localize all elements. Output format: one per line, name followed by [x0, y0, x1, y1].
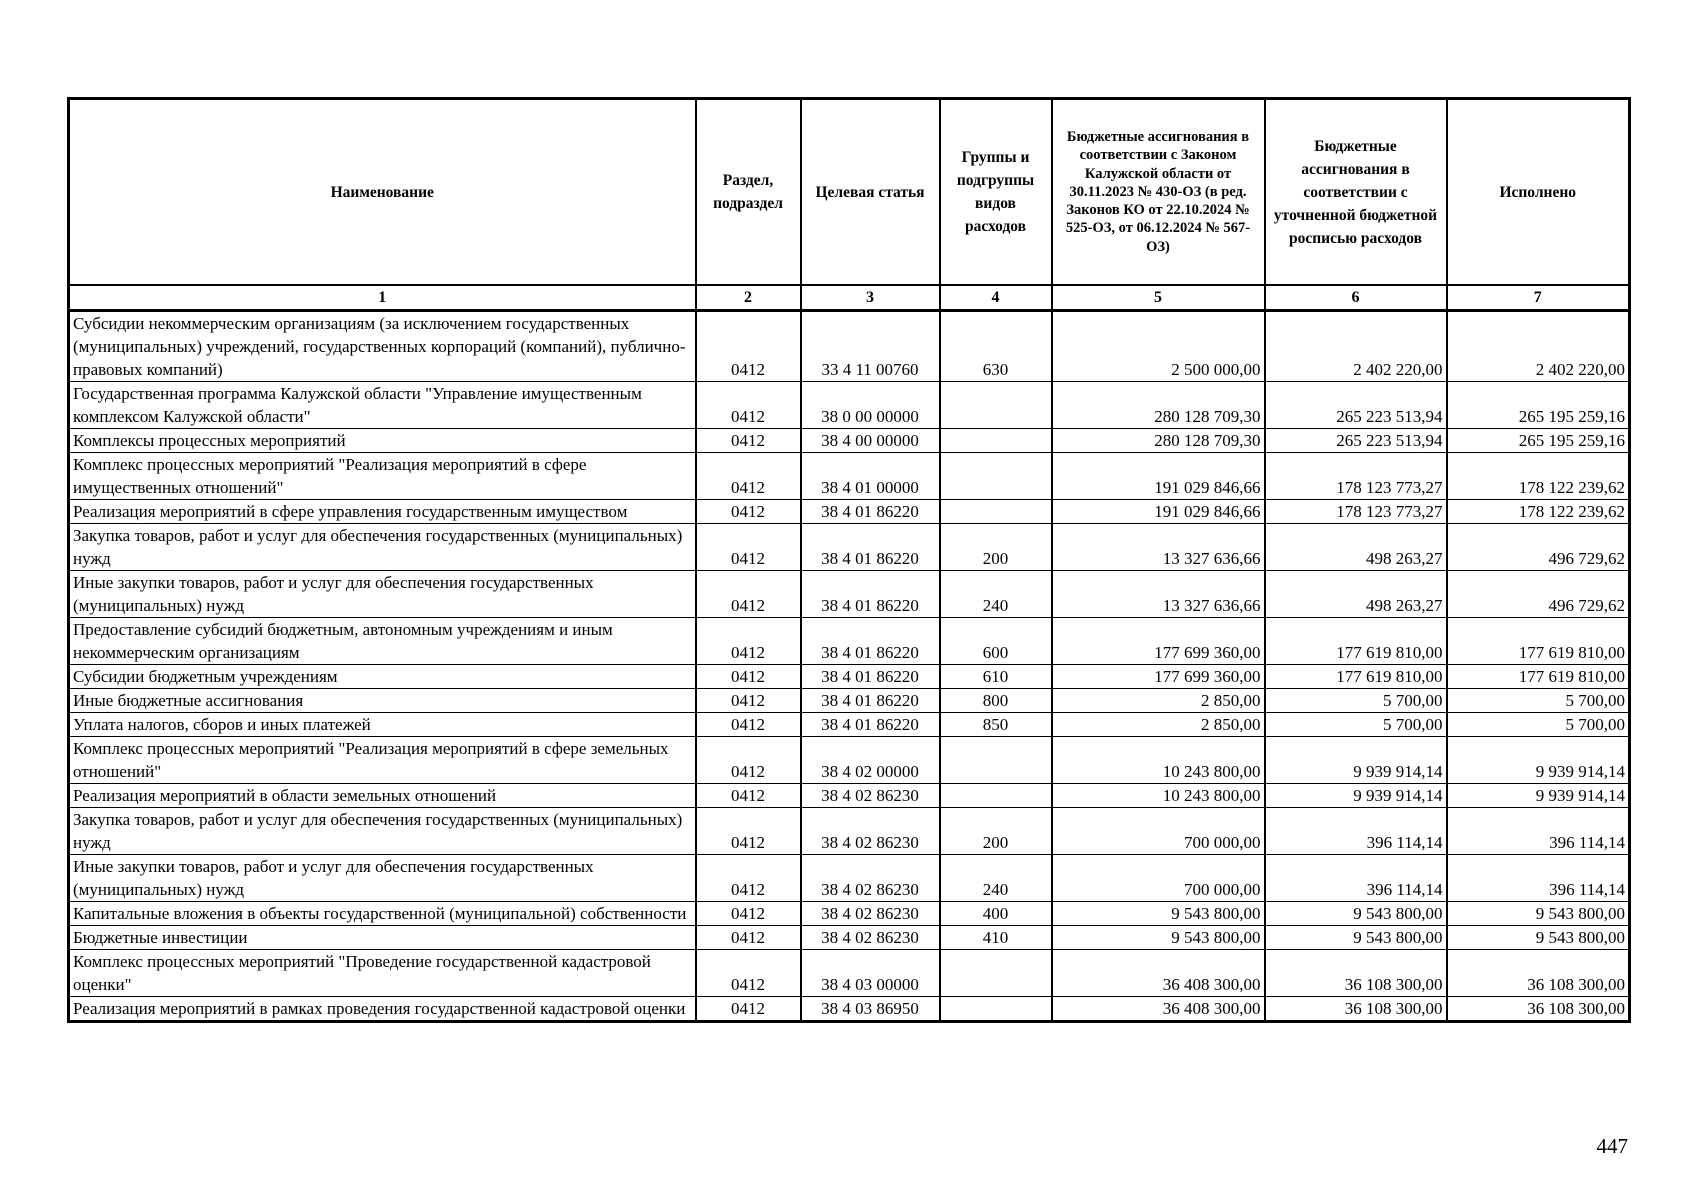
cell-name: Предоставление субсидий бюджетным, автономным учреждениям и иным некоммерческим организациям — [69, 618, 696, 665]
header-groups: Группы и подгруппы видов расходов — [940, 99, 1052, 286]
cell-group — [940, 950, 1052, 997]
cell-refined-allocation: 178 123 773,27 — [1265, 453, 1447, 500]
table-row — [69, 453, 1630, 500]
cell-section: 0412 — [696, 713, 801, 737]
cell-executed: 178 122 239,62 — [1447, 500, 1630, 524]
cell-target: 38 4 01 86220 — [801, 713, 940, 737]
cell-executed: 396 114,14 — [1447, 808, 1630, 855]
cell-law-allocation: 2 500 000,00 — [1052, 311, 1265, 382]
table-row — [69, 500, 1630, 524]
header-law-allocations: Бюджетные ассигнования в соответствии с Законом Калужской области от 30.11.2023 № 430-ОЗ (в ред. Законов КО от 22.10.2024 № 525-ОЗ, от 06.12.2024 № 567-ОЗ) — [1052, 99, 1265, 286]
cell-name: Реализация мероприятий в рамках проведения государственной кадастровой оценки — [69, 997, 696, 1022]
cell-section: 0412 — [696, 571, 801, 618]
cell-law-allocation: 13 327 636,66 — [1052, 524, 1265, 571]
column-number: 1 — [69, 285, 696, 311]
cell-name: Иные бюджетные ассигнования — [69, 689, 696, 713]
cell-refined-allocation: 177 619 810,00 — [1265, 618, 1447, 665]
cell-section: 0412 — [696, 737, 801, 784]
cell-group — [940, 997, 1052, 1022]
cell-group: 400 — [940, 902, 1052, 926]
cell-section: 0412 — [696, 902, 801, 926]
cell-executed: 496 729,62 — [1447, 571, 1630, 618]
cell-law-allocation: 36 408 300,00 — [1052, 997, 1265, 1022]
header-refined-allocations: Бюджетные ассигнования в соответствии с уточненной бюджетной росписью расходов — [1265, 99, 1447, 286]
column-number: 7 — [1447, 285, 1630, 311]
cell-refined-allocation: 396 114,14 — [1265, 855, 1447, 902]
cell-section: 0412 — [696, 453, 801, 500]
cell-section: 0412 — [696, 950, 801, 997]
page-number: 447 — [1596, 1134, 1628, 1158]
cell-executed: 5 700,00 — [1447, 689, 1630, 713]
cell-target: 38 0 00 00000 — [801, 382, 940, 429]
table-row — [69, 808, 1630, 855]
cell-section: 0412 — [696, 997, 801, 1022]
cell-group: 610 — [940, 665, 1052, 689]
cell-refined-allocation: 265 223 513,94 — [1265, 429, 1447, 453]
cell-refined-allocation: 178 123 773,27 — [1265, 500, 1447, 524]
cell-group — [940, 737, 1052, 784]
cell-refined-allocation: 498 263,27 — [1265, 524, 1447, 571]
cell-section: 0412 — [696, 926, 801, 950]
cell-name: Иные закупки товаров, работ и услуг для обеспечения государственных (муниципальных) нужд — [69, 855, 696, 902]
cell-target: 38 4 01 00000 — [801, 453, 940, 500]
cell-name: Иные закупки товаров, работ и услуг для обеспечения государственных (муниципальных) нужд — [69, 571, 696, 618]
cell-section: 0412 — [696, 429, 801, 453]
cell-executed: 9 543 800,00 — [1447, 926, 1630, 950]
column-number: 2 — [696, 285, 801, 311]
cell-section: 0412 — [696, 855, 801, 902]
cell-refined-allocation: 5 700,00 — [1265, 713, 1447, 737]
cell-target: 38 4 02 86230 — [801, 926, 940, 950]
cell-refined-allocation: 396 114,14 — [1265, 808, 1447, 855]
cell-target: 38 4 02 86230 — [801, 784, 940, 808]
cell-group — [940, 784, 1052, 808]
cell-law-allocation: 10 243 800,00 — [1052, 784, 1265, 808]
cell-group: 200 — [940, 808, 1052, 855]
cell-law-allocation: 36 408 300,00 — [1052, 950, 1265, 997]
cell-section: 0412 — [696, 311, 801, 382]
cell-name: Капитальные вложения в объекты государственной (муниципальной) собственности — [69, 902, 696, 926]
table-row — [69, 311, 1630, 382]
cell-name: Комплексы процессных мероприятий — [69, 429, 696, 453]
cell-target: 33 4 11 00760 — [801, 311, 940, 382]
cell-executed: 496 729,62 — [1447, 524, 1630, 571]
cell-section: 0412 — [696, 808, 801, 855]
column-number-row — [69, 285, 1630, 311]
cell-target: 38 4 02 86230 — [801, 855, 940, 902]
cell-target: 38 4 01 86220 — [801, 524, 940, 571]
cell-name: Уплата налогов, сборов и иных платежей — [69, 713, 696, 737]
table-row — [69, 429, 1630, 453]
cell-target: 38 4 02 86230 — [801, 902, 940, 926]
table-row — [69, 382, 1630, 429]
cell-section: 0412 — [696, 524, 801, 571]
cell-law-allocation: 177 699 360,00 — [1052, 665, 1265, 689]
cell-law-allocation: 280 128 709,30 — [1052, 429, 1265, 453]
cell-target: 38 4 02 86230 — [801, 808, 940, 855]
table-row — [69, 855, 1630, 902]
cell-executed: 9 543 800,00 — [1447, 902, 1630, 926]
cell-refined-allocation: 9 543 800,00 — [1265, 902, 1447, 926]
cell-section: 0412 — [696, 500, 801, 524]
cell-name: Бюджетные инвестиции — [69, 926, 696, 950]
cell-group — [940, 453, 1052, 500]
cell-refined-allocation: 9 543 800,00 — [1265, 926, 1447, 950]
table-row — [69, 926, 1630, 950]
header-executed: Исполнено — [1447, 99, 1630, 286]
cell-section: 0412 — [696, 689, 801, 713]
table-row — [69, 737, 1630, 784]
cell-executed: 265 195 259,16 — [1447, 429, 1630, 453]
table-row — [69, 524, 1630, 571]
cell-executed: 9 939 914,14 — [1447, 784, 1630, 808]
cell-executed: 36 108 300,00 — [1447, 997, 1630, 1022]
column-number: 6 — [1265, 285, 1447, 311]
cell-refined-allocation: 498 263,27 — [1265, 571, 1447, 618]
cell-law-allocation: 2 850,00 — [1052, 713, 1265, 737]
cell-group: 240 — [940, 571, 1052, 618]
table-row — [69, 997, 1630, 1022]
cell-name: Реализация мероприятий в области земельных отношений — [69, 784, 696, 808]
cell-law-allocation: 2 850,00 — [1052, 689, 1265, 713]
cell-executed: 265 195 259,16 — [1447, 382, 1630, 429]
table-header — [69, 99, 1630, 311]
cell-refined-allocation: 9 939 914,14 — [1265, 737, 1447, 784]
column-number: 5 — [1052, 285, 1265, 311]
cell-target: 38 4 01 86220 — [801, 571, 940, 618]
cell-law-allocation: 191 029 846,66 — [1052, 500, 1265, 524]
cell-name: Комплекс процессных мероприятий "Реализация мероприятий в сфере земельных отношений" — [69, 737, 696, 784]
cell-executed: 5 700,00 — [1447, 713, 1630, 737]
cell-section: 0412 — [696, 665, 801, 689]
cell-law-allocation: 280 128 709,30 — [1052, 382, 1265, 429]
header-row — [69, 99, 1630, 286]
cell-law-allocation: 700 000,00 — [1052, 808, 1265, 855]
cell-group — [940, 382, 1052, 429]
cell-refined-allocation: 265 223 513,94 — [1265, 382, 1447, 429]
cell-law-allocation: 9 543 800,00 — [1052, 926, 1265, 950]
cell-name: Комплекс процессных мероприятий "Реализация мероприятий в сфере имущественных отношений" — [69, 453, 696, 500]
budget-execution-table — [67, 97, 1631, 1023]
cell-executed: 9 939 914,14 — [1447, 737, 1630, 784]
cell-refined-allocation: 9 939 914,14 — [1265, 784, 1447, 808]
cell-executed: 177 619 810,00 — [1447, 618, 1630, 665]
cell-name: Закупка товаров, работ и услуг для обеспечения государственных (муниципальных) нужд — [69, 524, 696, 571]
cell-group: 410 — [940, 926, 1052, 950]
header-name: Наименование — [69, 99, 696, 286]
cell-section: 0412 — [696, 618, 801, 665]
cell-name: Государственная программа Калужской области "Управление имущественным комплексом Калужской области" — [69, 382, 696, 429]
cell-section: 0412 — [696, 784, 801, 808]
cell-law-allocation: 700 000,00 — [1052, 855, 1265, 902]
cell-target: 38 4 01 86220 — [801, 665, 940, 689]
cell-law-allocation: 9 543 800,00 — [1052, 902, 1265, 926]
cell-executed: 177 619 810,00 — [1447, 665, 1630, 689]
cell-law-allocation: 10 243 800,00 — [1052, 737, 1265, 784]
cell-target: 38 4 01 86220 — [801, 618, 940, 665]
table-row — [69, 950, 1630, 997]
cell-refined-allocation: 5 700,00 — [1265, 689, 1447, 713]
cell-group: 850 — [940, 713, 1052, 737]
column-number: 3 — [801, 285, 940, 311]
cell-target: 38 4 03 00000 — [801, 950, 940, 997]
cell-executed: 396 114,14 — [1447, 855, 1630, 902]
cell-name: Комплекс процессных мероприятий "Проведение государственной кадастровой оценки" — [69, 950, 696, 997]
table-row — [69, 689, 1630, 713]
cell-target: 38 4 03 86950 — [801, 997, 940, 1022]
cell-target: 38 4 02 00000 — [801, 737, 940, 784]
cell-name: Реализация мероприятий в сфере управления государственным имуществом — [69, 500, 696, 524]
table-row — [69, 902, 1630, 926]
cell-law-allocation: 191 029 846,66 — [1052, 453, 1265, 500]
cell-name: Субсидии некоммерческим организациям (за исключением государственных (муниципальных) учреждений, государственных корпораций (компаний), публично-правовых компаний) — [69, 311, 696, 382]
cell-refined-allocation: 177 619 810,00 — [1265, 665, 1447, 689]
table-row — [69, 571, 1630, 618]
column-number: 4 — [940, 285, 1052, 311]
cell-target: 38 4 00 00000 — [801, 429, 940, 453]
table-row — [69, 713, 1630, 737]
cell-name: Субсидии бюджетным учреждениям — [69, 665, 696, 689]
cell-refined-allocation: 2 402 220,00 — [1265, 311, 1447, 382]
cell-target: 38 4 01 86220 — [801, 500, 940, 524]
cell-executed: 178 122 239,62 — [1447, 453, 1630, 500]
header-target: Целевая статья — [801, 99, 940, 286]
table-body — [69, 311, 1630, 1022]
cell-target: 38 4 01 86220 — [801, 689, 940, 713]
cell-group — [940, 500, 1052, 524]
cell-law-allocation: 13 327 636,66 — [1052, 571, 1265, 618]
cell-refined-allocation: 36 108 300,00 — [1265, 997, 1447, 1022]
cell-group: 800 — [940, 689, 1052, 713]
header-section: Раздел, подраздел — [696, 99, 801, 286]
cell-law-allocation: 177 699 360,00 — [1052, 618, 1265, 665]
cell-group — [940, 429, 1052, 453]
table-row — [69, 784, 1630, 808]
table-row — [69, 618, 1630, 665]
cell-refined-allocation: 36 108 300,00 — [1265, 950, 1447, 997]
cell-executed: 2 402 220,00 — [1447, 311, 1630, 382]
cell-name: Закупка товаров, работ и услуг для обеспечения государственных (муниципальных) нужд — [69, 808, 696, 855]
cell-group: 240 — [940, 855, 1052, 902]
cell-section: 0412 — [696, 382, 801, 429]
cell-group: 600 — [940, 618, 1052, 665]
cell-group: 630 — [940, 311, 1052, 382]
cell-executed: 36 108 300,00 — [1447, 950, 1630, 997]
table-row — [69, 665, 1630, 689]
cell-group: 200 — [940, 524, 1052, 571]
